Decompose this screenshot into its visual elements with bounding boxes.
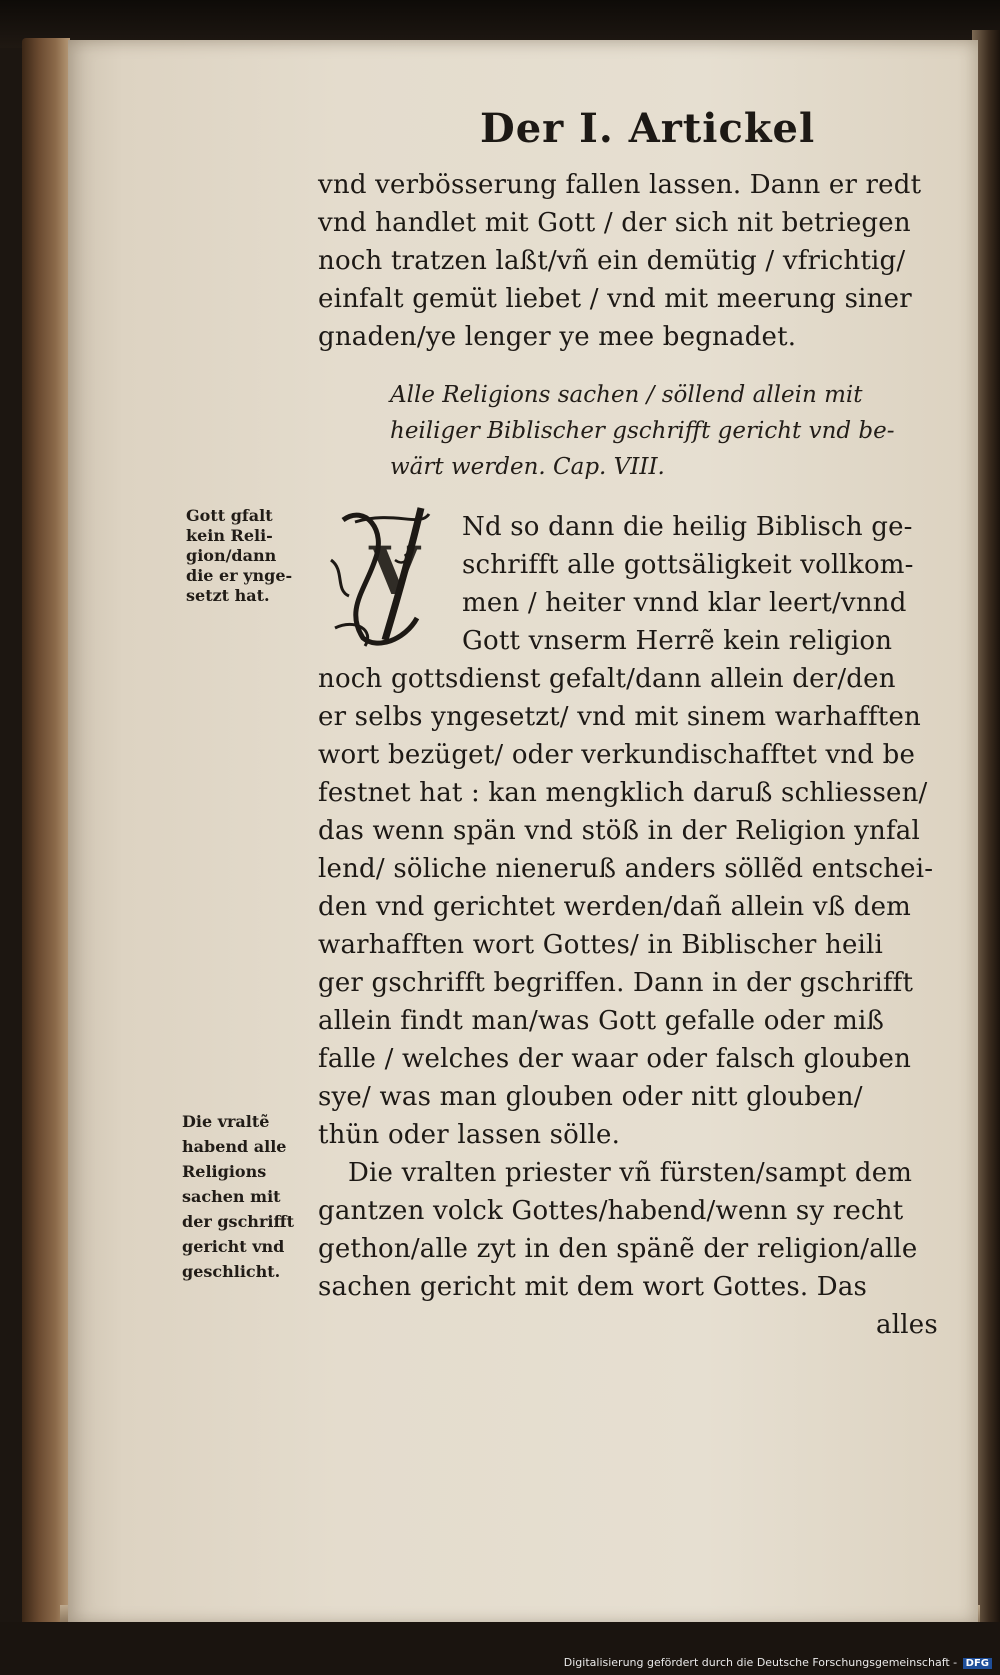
body-line: schrifft alle gottsäligkeit vollkom- bbox=[462, 550, 914, 580]
body-line: das wenn spän vnd stöß in der Religion ynfal bbox=[318, 816, 921, 846]
body-line: gethon/alle zyt in den spänẽ der religion/alle bbox=[318, 1234, 918, 1264]
body-line: sye/ was man glouben oder nitt glouben/ bbox=[318, 1082, 863, 1112]
body-line: den vnd gerichtet werden/dañ allein vß dem bbox=[318, 892, 912, 922]
book-fore-edge-left bbox=[22, 38, 70, 1628]
body-line: er selbs yngesetzt/ vnd mit sinem warhafften bbox=[318, 702, 921, 732]
body-line: Gott vnserm Herrẽ kein religion bbox=[462, 626, 893, 656]
body-line: men / heiter vnnd klar leert/vnnd bbox=[462, 588, 907, 618]
body-line: sachen gericht mit dem wort Gottes. Das bbox=[318, 1272, 868, 1302]
marginal-note-line: geschlicht. bbox=[182, 1262, 281, 1281]
decorated-initial bbox=[325, 500, 445, 650]
body-line: Die vralten priester vñ fürsten/sampt dem bbox=[348, 1158, 913, 1188]
digitization-credit bbox=[564, 1656, 992, 1669]
body-line: wort bezüget/ oder verkundischafftet vnd be bbox=[318, 740, 916, 770]
body-line: thün oder lassen sölle. bbox=[318, 1120, 621, 1150]
marginal-note-line: Religions bbox=[182, 1162, 267, 1181]
chapter-heading-line: Alle Religions sachen / söllend allein mit bbox=[390, 382, 863, 408]
marginal-note-line: habend alle bbox=[182, 1137, 287, 1156]
body-line: einfalt gemüt liebet / vnd mit meerung siner bbox=[318, 284, 912, 314]
credit-text: Digitalisierung gefördert durch die Deutsche Forschungsgemeinschaft - bbox=[563, 1656, 958, 1669]
marginal-note-line: setzt hat. bbox=[186, 586, 270, 605]
body-line: lend/ söliche nieneruß anders söllẽd entschei- bbox=[318, 854, 934, 884]
body-line: noch gottsdienst gefalt/dann allein der/den bbox=[318, 664, 896, 694]
dfg-logo: DFG bbox=[963, 1658, 992, 1669]
marginal-note-line: Gott gfalt bbox=[186, 506, 273, 525]
body-line: vnd handlet mit Gott / der sich nit betriegen bbox=[318, 208, 911, 238]
marginal-note-line: die er ynge- bbox=[186, 566, 293, 585]
running-head: Der I. Artickel bbox=[480, 105, 816, 152]
marginal-note-line: gion/dann bbox=[186, 546, 277, 565]
body-line: falle / welches der waar oder falsch glouben bbox=[318, 1044, 912, 1074]
chapter-heading-line: wärt werden. Cap. VIII. bbox=[390, 454, 665, 480]
body-line: allein findt man/was Gott gefalle oder miß bbox=[318, 1006, 885, 1036]
body-line: gnaden/ye lenger ye mee begnadet. bbox=[318, 322, 797, 352]
chapter-heading-line: heiliger Biblischer gschrifft gericht vnd be- bbox=[390, 418, 895, 444]
body-line: ger gschrifft begriffen. Dann in der gschrifft bbox=[318, 968, 914, 998]
catchword: alles bbox=[876, 1310, 938, 1340]
body-line: gantzen volck Gottes/habend/wenn sy recht bbox=[318, 1196, 904, 1226]
body-line: vnd verbösserung fallen lassen. Dann er redt bbox=[318, 170, 922, 200]
body-line: festnet hat : kan mengklich daruß schliessen/ bbox=[318, 778, 928, 808]
body-line: warhafften wort Gottes/ in Biblischer heili bbox=[318, 930, 884, 960]
marginal-note-line: Die vraltẽ bbox=[182, 1112, 270, 1131]
marginal-note-line: sachen mit bbox=[182, 1187, 281, 1206]
initial-letter: V bbox=[369, 532, 421, 610]
marginal-note-line: der gschrifft bbox=[182, 1212, 294, 1231]
body-line: Nd so dann die heilig Biblisch ge- bbox=[462, 512, 913, 542]
body-line: noch tratzen laßt/vñ ein demütig / vfrichtig/ bbox=[318, 246, 906, 276]
marginal-note-line: kein Reli- bbox=[186, 526, 273, 545]
marginal-note-line: gericht vnd bbox=[182, 1237, 285, 1256]
